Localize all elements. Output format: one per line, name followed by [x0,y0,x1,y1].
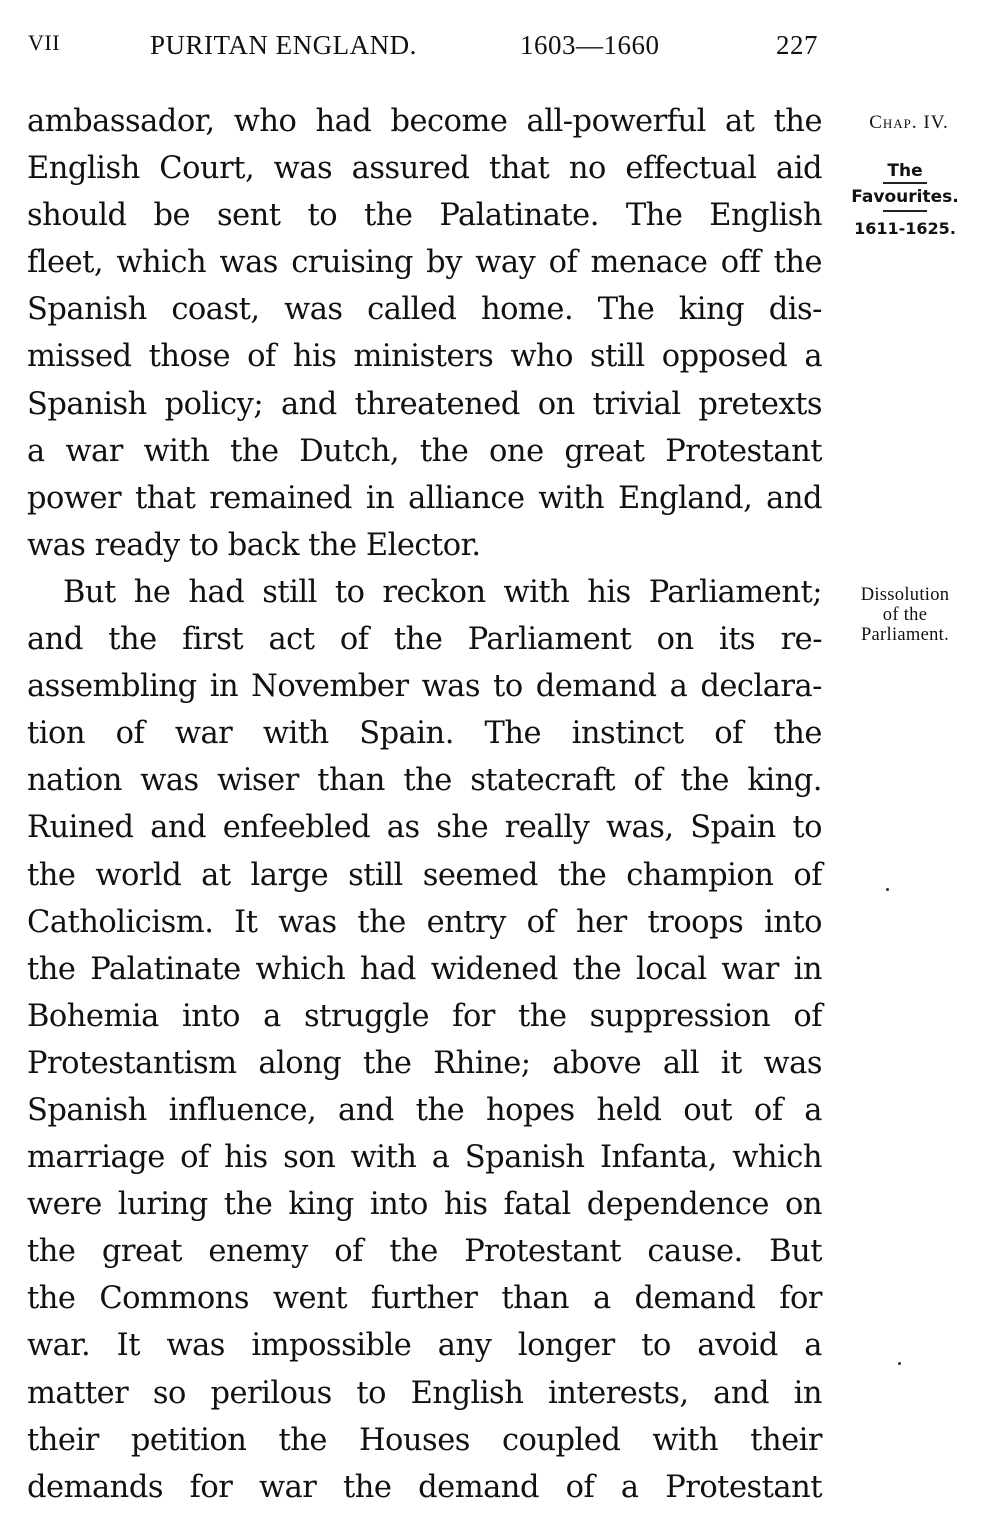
text-line: Catholicism. It was the entry of her troops into [27,904,822,940]
text-line: Spanish coast, was called home. The king dis- [27,292,822,328]
margin-rule [883,182,927,184]
text-line: missed those of his ministers who still opposed a [27,339,822,375]
margin-note-line-3: Parliament. [860,625,950,645]
text-line: tion of war with Spain. The instinct of the [27,716,822,752]
text-line: fleet, which was cruising by way of menace off the [27,245,822,281]
page-number: 227 [776,30,818,60]
running-head-title: PURITAN ENGLAND. [150,30,417,60]
text-line: their petition the Houses coupled with their [27,1422,822,1458]
text-line: Spanish influence, and the hopes held out of a [27,1092,822,1128]
text-line: the great enemy of the Protestant cause. But [27,1234,822,1270]
text-line: Ruined and enfeebled as she really was, Spain to [27,810,822,846]
running-head-chapter-numeral: VII [28,30,61,55]
text-line: were luring the king into his fatal dependence on [27,1187,822,1223]
text-line: the world at large still seemed the champion of [27,857,822,893]
text-line: But he had still to reckon with his Parliament; [63,574,822,610]
running-head-dates: 1603—1660 [520,30,660,60]
text-line: a war with the Dutch, the one great Protestant [27,433,822,469]
margin-rule [883,210,927,212]
text-line: marriage of his son with a Spanish Infanta, which [27,1140,822,1176]
text-line: nation was wiser than the statecraft of the king. [27,763,822,799]
text-line: power that remained in alliance with England, and [27,480,822,516]
text-line: demands for war the demand of a Protestant [27,1469,822,1505]
margin-note-line-2: of the [882,605,928,625]
text-line: and the first act of the Parliament on its re- [27,622,822,658]
print-speck [898,1362,901,1365]
text-line: matter so perilous to English interests, and in [27,1375,822,1411]
margin-note-line-1: Dissolution [860,585,950,605]
text-line: Bohemia into a struggle for the suppression of [27,998,822,1034]
margin-section-dates: 1611-1625. [854,219,956,238]
margin-section-title-line-2: Favourites. [851,187,959,207]
running-head [28,30,818,70]
print-speck [886,888,889,891]
text-line: the Commons went further than a demand for [27,1281,822,1317]
text-line: was ready to back the Elector. [27,527,481,563]
text-line: English Court, was assured that no effectual aid [27,151,822,187]
text-line: assembling in November was to demand a declara- [27,669,822,705]
margin-note-dissolution [830,585,980,645]
text-line: the Palatinate which had widened the local war in [27,951,822,987]
text-line: Protestantism along the Rhine; above all it was [27,1045,822,1081]
margin-section-title-line-1: The [887,161,923,181]
text-line: Spanish policy; and threatened on trivial pretexts [27,386,822,422]
body-text [27,98,822,1511]
text-line: war. It was impossible any longer to avoid a [27,1328,822,1364]
margin-chapter-label: Chap. IV. [869,112,949,133]
text-line: should be sent to the Palatinate. The English [27,198,822,234]
text-line: ambassador, who had become all-powerful at the [27,104,822,139]
margin-section-heading [830,160,980,240]
